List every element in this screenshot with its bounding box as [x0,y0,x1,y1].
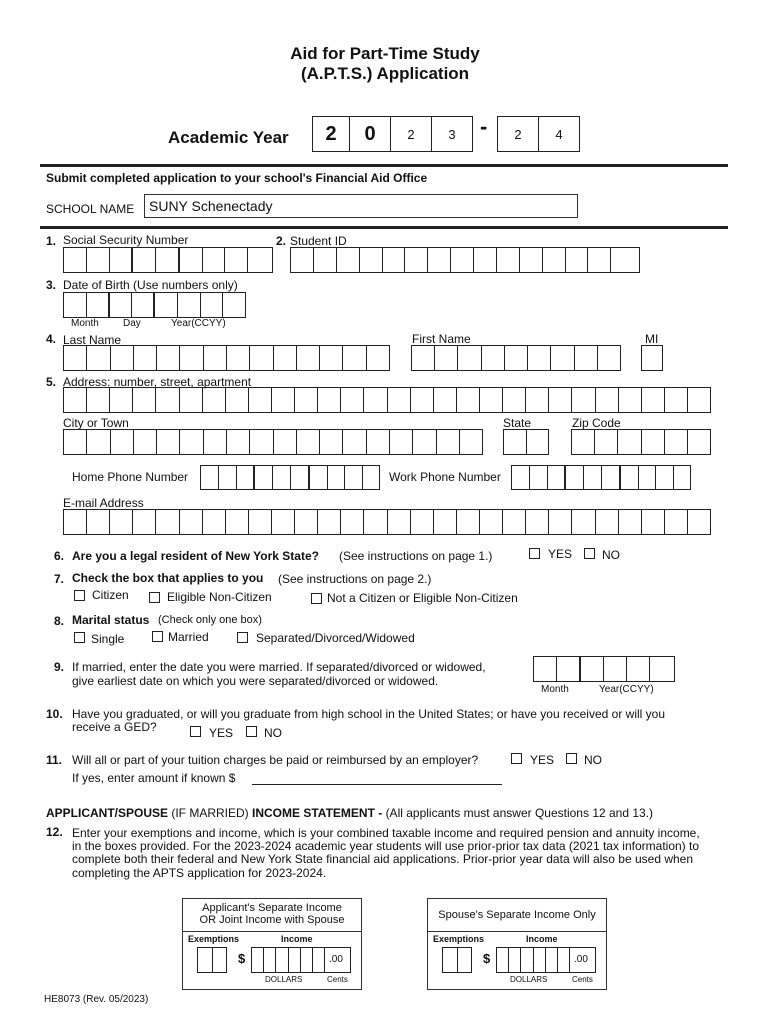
city-label: City or Town [63,416,129,430]
spouse-dollar-sign: $ [483,951,491,966]
q5-number: 5. [46,375,57,389]
year-digit-5-value: 2 [514,126,522,142]
q11-yes-label: YES [530,753,555,767]
school-name-label: SCHOOL NAME [46,202,135,216]
char-box [619,388,642,412]
char-box [341,510,364,534]
eligible-noncitizen-label: Eligible Non-Citizen [167,590,272,604]
char-box [367,430,390,454]
income-heading-bold1: APPLICANT/SPOUSE [46,806,169,820]
char-box [318,510,341,534]
char-box [551,346,574,370]
year-dash: - [480,114,488,139]
char-box [458,948,472,972]
char-box [619,510,642,534]
char-box [111,430,134,454]
char-box [572,388,595,412]
char-box [227,346,250,370]
q12-line4: completing the APTS application for 2023-2024. [72,866,327,880]
year-digit-5[interactable] [497,116,539,152]
home-phone-input[interactable] [200,465,380,490]
q7-note: (See instructions on page 2.) [278,572,432,586]
first-name-label: First Name [412,332,471,346]
spouse-cents-label: Cents [572,975,593,984]
q4-number: 4. [46,332,57,346]
form-title-line1: Aid for Part-Time Study [290,44,480,63]
q8-number: 8. [54,614,65,628]
income-heading-normal2: (All applicants must answer Questions 12 and 13.) [385,806,654,820]
char-box [480,388,503,412]
q10-no-label: NO [264,726,282,740]
student-id-label: Student ID [290,234,347,248]
mi-input[interactable] [641,345,663,371]
char-box [204,346,227,370]
q11-line1: Will all or part of your tuition charges be paid or reimbursed by an employer? [72,753,479,767]
form-title-line2: (A.P.T.S.) Application [300,64,470,83]
q9-number: 9. [54,660,65,674]
q10-no-checkbox[interactable] [246,726,257,737]
email-label: E-mail Address [63,496,144,510]
char-box [412,346,435,370]
year-digit-2[interactable] [349,116,391,152]
q8-question: Marital status [72,613,150,627]
q3-number: 3. [46,278,57,292]
ssn-label: Social Security Number [63,233,189,247]
char-box [480,510,503,534]
not-citizen-checkbox[interactable] [311,593,322,604]
char-box [642,388,665,412]
last-name-label: Last Name [63,333,122,347]
char-box [526,510,549,534]
q1-number: 1. [46,234,57,248]
year-digit-6[interactable] [538,116,580,152]
char-box [204,430,227,454]
applicant-exemptions-input[interactable] [197,947,227,973]
q6-no-checkbox[interactable] [584,548,595,559]
q11-no-checkbox[interactable] [566,753,577,764]
dob-year-label: Year(CCYY) [171,318,226,329]
char-box [157,346,180,370]
q6-yes-checkbox[interactable] [529,548,540,559]
applicant-cents-label: Cents [327,975,348,984]
year-digit-1-value: 2 [325,122,337,145]
q6-no-label: NO [602,548,620,562]
char-box [227,430,250,454]
char-box [457,510,480,534]
char-box [156,510,179,534]
char-box [87,388,110,412]
char-box [64,388,87,412]
char-box [458,346,481,370]
email-input[interactable] [63,509,711,535]
zip-label: Zip Code [572,416,621,430]
char-box [64,510,87,534]
student-id-input[interactable] [290,247,640,273]
char-box [443,948,458,972]
char-box [343,346,366,370]
q12-line3: complete both their federal and New York State financial aid applications. Prior-prior year data will also be used when [72,852,694,866]
char-box [272,388,295,412]
q6-number: 6. [54,549,65,563]
zip-input[interactable] [571,429,711,455]
char-box [688,510,710,534]
year-digit-4-value: 3 [448,126,456,142]
year-digit-3-value: 2 [407,126,415,142]
char-box [482,346,505,370]
spouse-exemptions-label: Exemptions [433,934,485,944]
q10-line1: Have you graduated, or will you graduate from high school in the United States; or have you received or will you [72,707,665,721]
school-name-value: SUNY Schenectady [149,198,273,214]
char-box [437,430,460,454]
q6-question: Are you a legal resident of New York State? [72,549,319,563]
char-box [87,510,110,534]
char-box [411,388,434,412]
applicant-dollar-sign: $ [238,951,246,966]
char-box [213,948,227,972]
char-box [110,388,133,412]
char-box [457,388,480,412]
char-box [134,346,157,370]
q11-line2: If yes, enter amount if known $ [72,771,236,785]
year-digit-4[interactable] [431,116,473,152]
applicant-box-title [183,899,361,932]
char-box [157,430,180,454]
char-box [64,430,87,454]
char-box [226,388,249,412]
citizen-checkbox[interactable] [74,590,85,601]
char-box [503,510,526,534]
q8-note: (Check only one box) [158,614,262,626]
married-label: Married [168,630,209,644]
char-box [688,388,710,412]
char-box [295,510,318,534]
char-box [434,388,457,412]
char-box [156,388,179,412]
first-name-input[interactable] [411,345,621,371]
char-box [411,510,434,534]
form-footer: HE8073 (Rev. 05/2023) [44,994,149,1005]
applicant-cents-value: .00 [329,954,343,965]
q9-year-label: Year(CCYY) [599,684,654,695]
char-box [343,430,366,454]
q12-line1: Enter your exemptions and income, which is your combined taxable income and required pension and annuity income, [72,826,700,840]
char-box [642,430,665,454]
char-box [435,346,458,370]
married-checkbox[interactable] [152,631,163,642]
spouse-dollars-label: DOLLARS [510,975,548,984]
year-digit-6-value: 4 [555,126,563,142]
char-box [642,510,665,534]
char-box [320,430,343,454]
marriage-date-input[interactable] [533,656,675,682]
char-box [527,430,549,454]
year-digit-2-value: 0 [364,122,376,145]
ssn-input[interactable] [63,247,273,273]
char-box [665,388,688,412]
applicant-exemptions-label: Exemptions [188,934,240,944]
applicant-dollars-label: DOLLARS [265,975,303,984]
char-box [250,430,273,454]
spouse-box-title [428,899,606,932]
spouse-comma: , [532,955,535,966]
char-box [249,510,272,534]
char-box [596,510,619,534]
char-box [598,346,620,370]
char-box [575,346,598,370]
city-input[interactable] [63,429,483,455]
char-box [665,510,688,534]
q7-number: 7. [54,572,65,586]
char-box [595,430,618,454]
char-box [549,388,572,412]
char-box [688,430,710,454]
char-box [133,388,156,412]
address-input[interactable] [63,387,711,413]
year-digit-3[interactable] [390,116,432,152]
char-box [526,388,549,412]
applicant-income-label: Income [281,934,313,944]
char-box [274,346,297,370]
q11-no-label: NO [584,753,602,767]
char-box [203,510,226,534]
char-box [596,388,619,412]
char-box [388,388,411,412]
char-box [250,346,273,370]
char-box [180,430,203,454]
char-box [180,510,203,534]
q6-yes-label: YES [548,547,573,561]
char-box [364,388,387,412]
spouse-income-box [427,898,607,990]
last-name-input[interactable] [63,345,390,371]
year-digit-1[interactable] [312,116,350,152]
char-box [111,346,134,370]
q9-line1: If married, enter the date you were married. If separated/divorced or widowed, [72,660,486,674]
applicant-income-box [182,898,362,990]
applicant-box-title1: Applicant's Separate Income [202,902,342,914]
char-box [460,430,482,454]
char-box [87,346,110,370]
home-phone-label: Home Phone Number [72,470,189,484]
char-box [572,510,595,534]
char-box [618,430,641,454]
q11-number: 11. [46,753,63,767]
dob-day-label: Day [123,318,141,329]
char-box [134,430,157,454]
q10-yes-checkbox[interactable] [190,726,201,737]
dob-label: Date of Birth (Use numbers only) [63,278,238,292]
char-box [226,510,249,534]
char-box [549,510,572,534]
char-box [503,388,526,412]
q9-month-label: Month [541,684,569,695]
single-label: Single [91,632,125,646]
state-input[interactable] [503,429,549,455]
char-box [367,346,389,370]
academic-year-label: Academic Year [168,128,289,147]
spouse-exemptions-input[interactable] [442,947,472,973]
work-phone-input[interactable] [511,465,691,490]
mi-label: MI [645,332,659,346]
state-label: State [503,416,532,430]
char-box [180,346,203,370]
employer-amount-field[interactable] [252,784,502,785]
char-box [203,388,226,412]
char-box [272,510,295,534]
income-heading-normal1: (IF MARRIED) [168,806,253,820]
q11-yes-checkbox[interactable] [511,753,522,764]
char-box [528,346,551,370]
dob-input[interactable] [63,292,246,318]
not-citizen-label: Not a Citizen or Eligible Non-Citizen [327,591,518,605]
char-box [390,430,413,454]
submit-note: Submit completed application to your school's Financial Aid Office [46,171,428,185]
q2-number: 2. [276,234,287,248]
char-box [297,346,320,370]
income-heading-bold2: INCOME STATEMENT - [252,806,386,820]
char-box [180,388,203,412]
char-box [364,510,387,534]
char-box [249,388,272,412]
q12-line2: in the boxes provided. For the 2023-2024 academic year students will use prior-prior tax data (2021 tax information) to [72,839,699,853]
char-box [318,388,341,412]
char-box [64,346,87,370]
work-phone-label: Work Phone Number [389,470,501,484]
address-label: Address: number, street, apartment [63,375,252,389]
separated-label: Separated/Divorced/Widowed [256,631,415,645]
eligible-noncitizen-checkbox[interactable] [149,592,160,603]
char-box [642,346,662,370]
spouse-income-label: Income [526,934,558,944]
q7-question: Check the box that applies to you [72,571,264,585]
q10-yes-label: YES [209,726,234,740]
char-box [274,430,297,454]
applicant-comma: , [287,955,290,966]
char-box [297,430,320,454]
char-box [341,388,364,412]
char-box [110,510,133,534]
char-box [504,430,527,454]
separated-checkbox[interactable] [237,632,248,643]
q10-line2: receive a GED? [72,720,157,734]
q12-number: 12. [46,825,63,839]
char-box [665,430,688,454]
single-checkbox[interactable] [74,632,85,643]
school-name-field[interactable] [144,194,578,218]
char-box [505,346,528,370]
divider-top [40,164,728,167]
char-box [133,510,156,534]
q9-line2: give earliest date on which you were separated/divorced or widowed. [72,674,439,688]
spouse-box-title1: Spouse's Separate Income Only [438,909,596,921]
spouse-cents-value: .00 [574,954,588,965]
dob-month-label: Month [71,318,99,329]
income-heading [46,806,653,820]
char-box [572,430,595,454]
citizen-label: Citizen [92,588,129,602]
q10-number: 10. [46,707,63,721]
char-box [434,510,457,534]
char-box [295,388,318,412]
divider-school [40,226,728,229]
applicant-box-title2: OR Joint Income with Spouse [199,914,345,926]
char-box [87,430,110,454]
char-box [413,430,436,454]
char-box [388,510,411,534]
char-box [198,948,213,972]
q6-note: (See instructions on page 1.) [339,549,493,563]
char-box [320,346,343,370]
